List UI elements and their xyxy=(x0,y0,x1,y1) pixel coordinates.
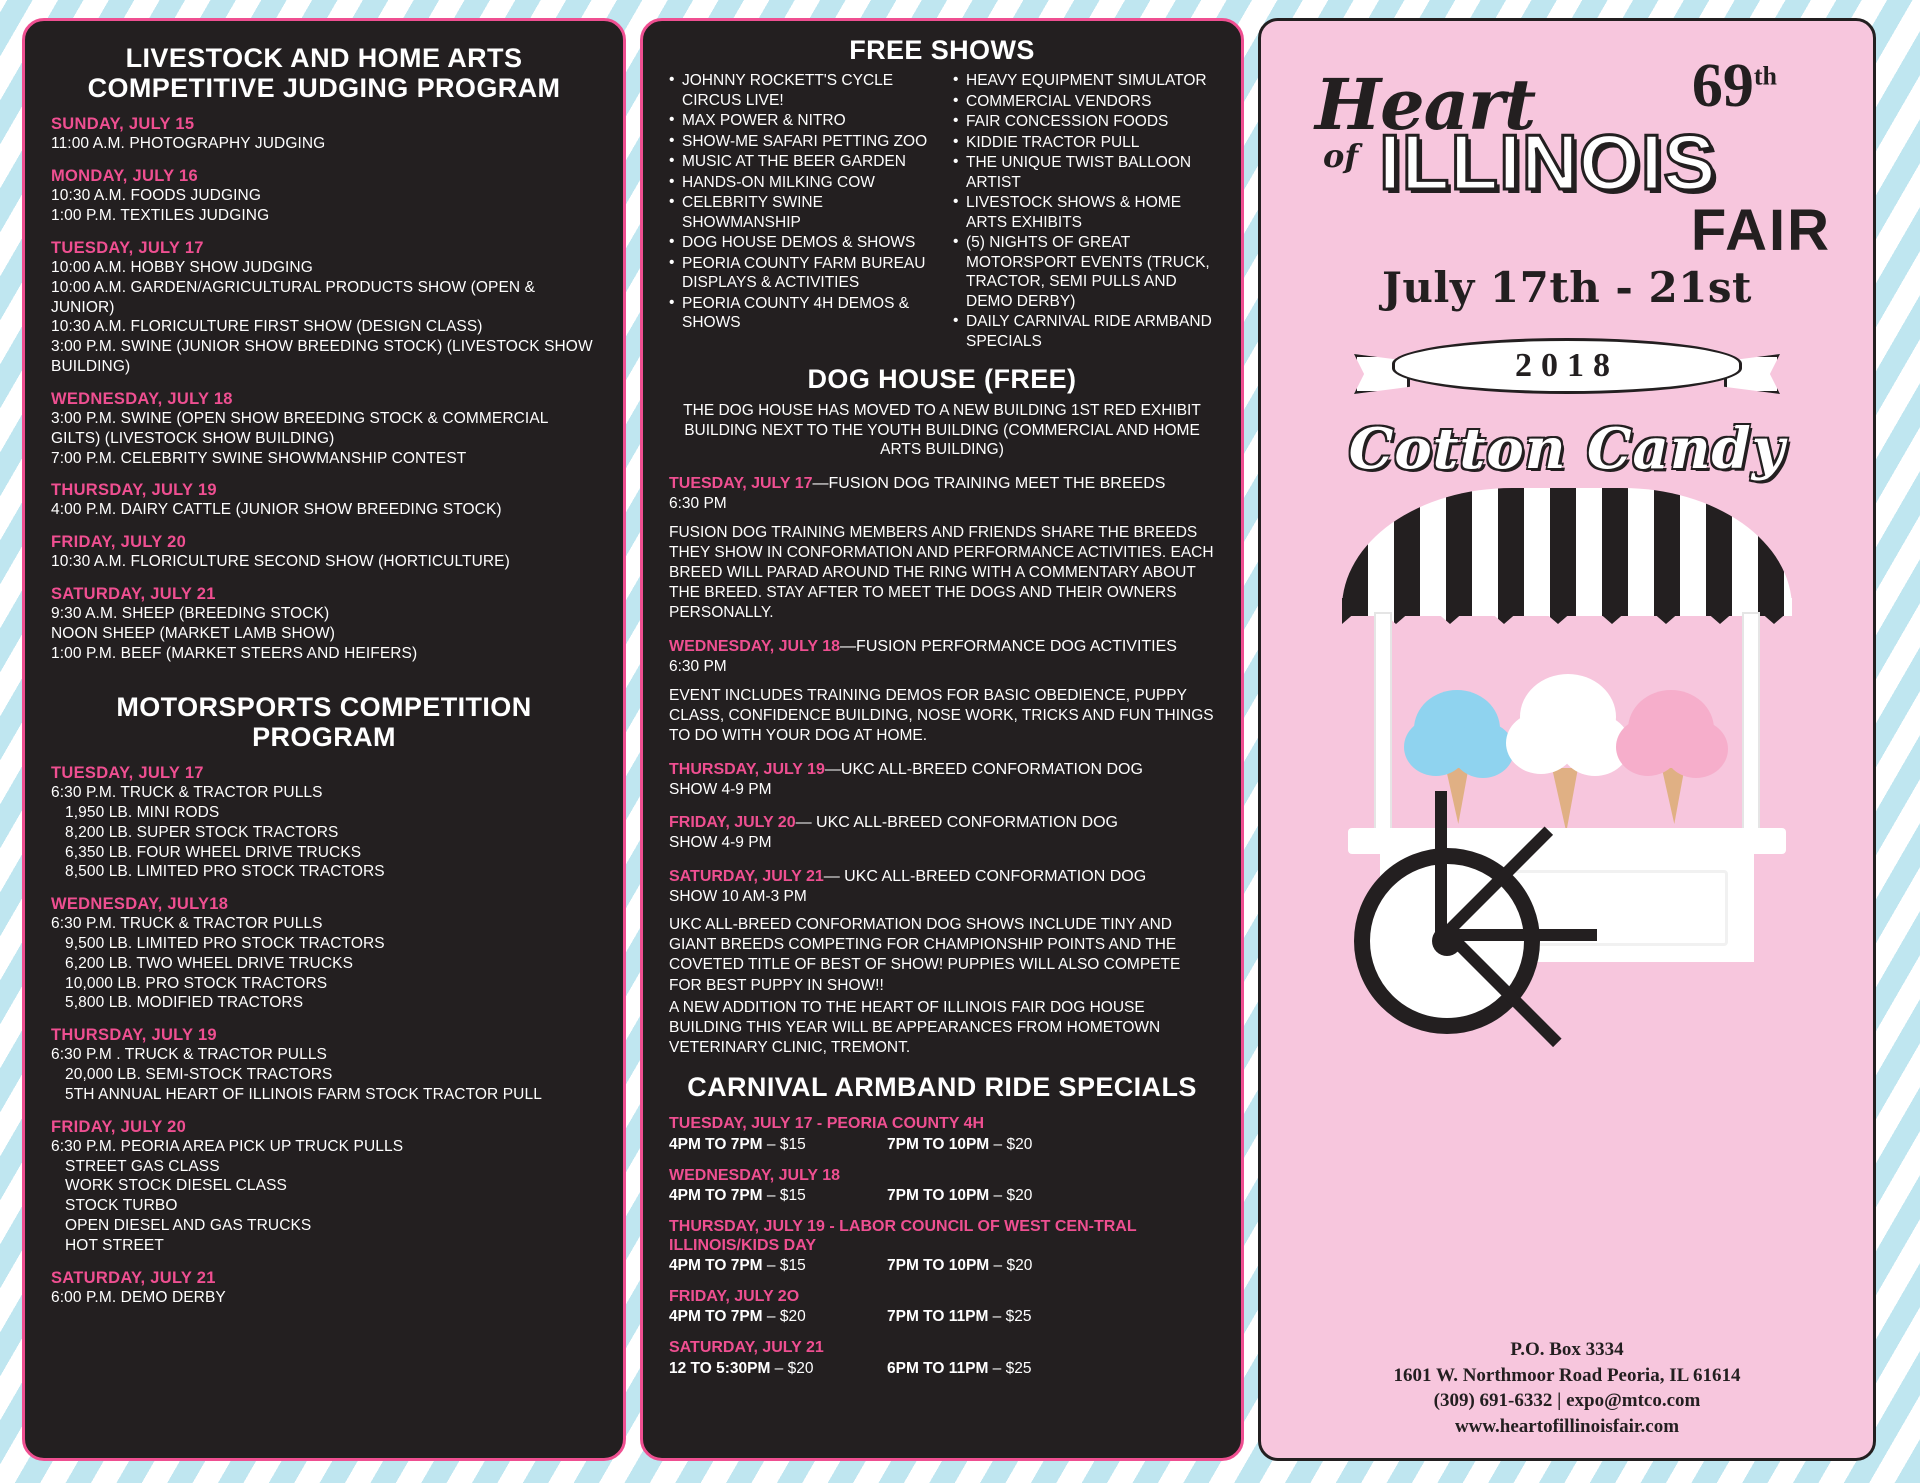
armband-day-heading: TUESDAY, JULY 17 - PEORIA COUNTY 4H xyxy=(669,1115,985,1133)
dog-event-heading: SATURDAY, JULY 21— UKC ALL-BREED CONFORMATION DOG xyxy=(669,867,1147,885)
dog-event-time: SHOW 10 AM-3 PM xyxy=(669,887,807,905)
free-show-item: • KIDDIE TRACTOR PULL xyxy=(953,133,1215,153)
motorsports-event: 10,000 LB. PRO STOCK TRACTORS xyxy=(65,974,328,992)
dog-event-title: —FUSION PERFORMANCE DOG ACTIVITIES xyxy=(840,638,1177,656)
logo-edition-number: 69th xyxy=(1691,52,1777,120)
free-show-item: • FAIR CONCESSION FOODS xyxy=(953,112,1215,132)
armband-slot-1: 4PM TO 7PM – $20 xyxy=(669,1308,806,1326)
free-show-item: • DOG HOUSE DEMOS & SHOWS xyxy=(669,233,931,253)
armband-title: CARNIVAL ARMBAND RIDE SPECIALS xyxy=(687,1072,1197,1103)
panel-free-shows-dog-armband xyxy=(640,18,1244,1461)
dog-event-title: —UKC ALL-BREED CONFORMATION DOG xyxy=(824,761,1143,779)
motorsports-day-heading: SATURDAY, JULY 21 xyxy=(51,1268,216,1287)
dog-event-description: EVENT INCLUDES TRAINING DEMOS FOR BASIC OBEDIENCE, PUPPY CLASS, CONFIDENCE BUILDING, NOSE WORK, TRICKS AND FUN THINGS TO DO WITH YOUR DOG AT HOME. xyxy=(669,686,1214,744)
free-show-item: • MAX POWER & NITRO xyxy=(669,111,931,131)
armband-slot-1: 4PM TO 7PM – $15 xyxy=(669,1135,806,1153)
livestock-day-heading: TUESDAY, JULY 17 xyxy=(51,238,204,257)
livestock-event: 9:30 A.M. SHEEP (BREEDING STOCK) xyxy=(51,605,330,623)
motorsports-event: 6:30 P.M. TRUCK & TRACTOR PULLS xyxy=(51,784,323,802)
armband-day-heading: SATURDAY, JULY 21 xyxy=(669,1339,824,1357)
livestock-event: 10:30 A.M. FOODS JUDGING xyxy=(51,187,261,205)
free-shows-lists xyxy=(669,71,1215,352)
free-show-item: • COMMERCIAL VENDORS xyxy=(953,92,1215,112)
livestock-event: NOON SHEEP (MARKET LAMB SHOW) xyxy=(51,624,335,642)
motorsports-event: 6:00 P.M. DEMO DERBY xyxy=(51,1288,226,1306)
logo-fair-word: FAIR xyxy=(1690,198,1831,263)
free-show-item: • CELEBRITY SWINE SHOWMANSHIP xyxy=(669,193,931,232)
dog-house-title: DOG HOUSE (FREE) xyxy=(807,364,1077,395)
armband-price-row xyxy=(669,1360,1215,1378)
cart-awning-icon xyxy=(1342,488,1792,616)
free-show-item: • PEORIA COUNTY FARM BUREAU DISPLAYS & ACTIVITIES xyxy=(669,254,931,293)
dog-event-title: —FUSION DOG TRAINING MEET THE BREEDS xyxy=(812,475,1166,493)
dog-house-closing-2: A NEW ADDITION TO THE HEART OF ILLINOIS FAIR DOG HOUSE BUILDING THIS YEAR WILL BE APPEARANCES FROM HOMETOWN VETERINARY CLINIC, TREMONT. xyxy=(669,998,1161,1057)
free-show-item: • (5) NIGHTS OF GREAT MOTORSPORT EVENTS (TRUCK, TRACTOR, SEMI PULLS AND DEMO DERBY) xyxy=(953,233,1215,311)
livestock-day-heading: FRIDAY, JULY 20 xyxy=(51,533,187,552)
armband-slot-2: 6PM TO 11PM – $25 xyxy=(887,1359,1032,1377)
free-show-item: • MUSIC AT THE BEER GARDEN xyxy=(669,152,931,172)
dog-house-closing-1: UKC ALL-BREED CONFORMATION DOG SHOWS INCLUDE TINY AND GIANT BREEDS COMPETING FOR CHAMPIONSHIP POINTS AND THE COVETED TITLE OF BEST OF SHOW! PUPPIES WILL ALSO COMPETE FOR BEST PUPPY IN SHOW!! xyxy=(669,916,1181,994)
armband-slot-2: 7PM TO 11PM – $25 xyxy=(887,1308,1032,1326)
dog-event-title: — UKC ALL-BREED CONFORMATION DOG xyxy=(823,867,1147,885)
contact-phone-email[interactable]: (309) 691-6332 | expo@mtco.com xyxy=(1433,1390,1701,1412)
motorsports-event: 6:30 P.M . TRUCK & TRACTOR PULLS xyxy=(51,1046,327,1064)
dog-event-heading: WEDNESDAY, JULY 18—FUSION PERFORMANCE DOG ACTIVITIES xyxy=(669,638,1177,656)
armband-price-row xyxy=(669,1308,1215,1326)
armband-slot-1: 12 TO 5:30PM – $20 xyxy=(669,1359,814,1377)
cotton-candy-cones-icon xyxy=(1402,656,1732,836)
year-banner xyxy=(1352,330,1782,404)
armband-slot-1: 4PM TO 7PM – $15 xyxy=(669,1186,806,1204)
livestock-event: 1:00 P.M. BEEF (MARKET STEERS AND HEIFERS) xyxy=(51,644,418,662)
motorsports-event: 6:30 P.M. PEORIA AREA PICK UP TRUCK PULLS xyxy=(51,1137,404,1155)
cotton-candy-cart-illustration xyxy=(1332,488,1802,968)
fair-dates: July 17th - 21st xyxy=(1382,263,1752,312)
free-shows-column-2 xyxy=(953,71,1215,352)
fair-year: 2018 xyxy=(1515,347,1619,384)
motorsports-event: 8,200 LB. SUPER STOCK TRACTORS xyxy=(65,823,339,841)
motorsports-program-title: MOTORSPORTS COMPETITION PROGRAM xyxy=(116,691,532,752)
cart-awning-scallop-icon xyxy=(1342,598,1792,624)
free-show-item: • JOHNNY ROCKETT'S CYCLE CIRCUS LIVE! xyxy=(669,71,931,110)
livestock-schedule xyxy=(51,115,597,663)
livestock-program-title: LIVESTOCK AND HOME ARTS COMPETITIVE JUDGING PROGRAM xyxy=(87,43,561,104)
motorsports-event: STOCK TURBO xyxy=(65,1197,178,1215)
armband-day-heading: FRIDAY, JULY 2O xyxy=(669,1288,800,1306)
motorsports-event: 20,000 LB. SEMI-STOCK TRACTORS xyxy=(65,1066,333,1084)
livestock-event: 3:00 P.M. SWINE (JUNIOR SHOW BREEDING STOCK) (LIVESTOCK SHOW BUILDING) xyxy=(51,338,593,376)
livestock-day-heading: THURSDAY, JULY 19 xyxy=(51,481,217,500)
address-po-box: P.O. Box 3334 xyxy=(1510,1338,1624,1360)
fair-logo xyxy=(1261,45,1873,263)
free-shows-title: FREE SHOWS xyxy=(849,35,1035,65)
cart-counter-icon xyxy=(1348,828,1786,854)
armband-slot-2: 7PM TO 10PM – $20 xyxy=(887,1135,1033,1153)
motorsports-event: 6,200 LB. TWO WHEEL DRIVE TRUCKS xyxy=(65,954,354,972)
livestock-event: 10:30 A.M. FLORICULTURE SECOND SHOW (HORTICULTURE) xyxy=(51,553,510,571)
motorsports-event: 6,350 LB. FOUR WHEEL DRIVE TRUCKS xyxy=(65,843,362,861)
free-show-item: • SHOW-ME SAFARI PETTING ZOO xyxy=(669,132,931,152)
motorsports-event: 5,800 LB. MODIFIED TRACTORS xyxy=(65,994,304,1012)
motorsports-event: 6:30 P.M. TRUCK & TRACTOR PULLS xyxy=(51,915,323,933)
dog-event-time: 6:30 PM xyxy=(669,495,727,513)
dog-event-time: SHOW 4-9 PM xyxy=(669,781,772,799)
logo-illinois-word: ILLINOIS xyxy=(1379,118,1717,206)
armband-price-row xyxy=(669,1136,1215,1154)
cart-post-right-icon xyxy=(1742,612,1760,842)
cotton-candy-title: Cotton Candy xyxy=(1348,416,1786,482)
motorsports-event: OPEN DIESEL AND GAS TRUCKS xyxy=(65,1217,312,1235)
motorsports-event: 9,500 LB. LIMITED PRO STOCK TRACTORS xyxy=(65,934,385,952)
livestock-day-heading: SUNDAY, JULY 15 xyxy=(51,115,195,134)
armband-slot-2: 7PM TO 10PM – $20 xyxy=(887,1186,1033,1204)
free-show-item: • HEAVY EQUIPMENT SIMULATOR xyxy=(953,71,1215,91)
motorsports-event: HOT STREET xyxy=(65,1236,164,1254)
panel-livestock-motorsports xyxy=(22,18,626,1461)
free-show-item: • PEORIA COUNTY 4H DEMOS & SHOWS xyxy=(669,294,931,333)
motorsports-event: WORK STOCK DIESEL CLASS xyxy=(65,1177,287,1195)
motorsports-schedule xyxy=(51,764,597,1308)
panel-cover xyxy=(1258,18,1876,1461)
armband-table xyxy=(669,1114,1215,1377)
livestock-event: 3:00 P.M. SWINE (OPEN SHOW BREEDING STOCK & COMMERCIAL GILTS) (LIVESTOCK SHOW BUILDING) xyxy=(51,409,548,447)
dog-event-heading: FRIDAY, JULY 20— UKC ALL-BREED CONFORMATION DOG xyxy=(669,814,1118,832)
livestock-event: 11:00 A.M. PHOTOGRAPHY JUDGING xyxy=(51,135,326,153)
motorsports-day-heading: WEDNESDAY, JULY18 xyxy=(51,895,229,914)
free-show-item: • LIVESTOCK SHOWS & HOME ARTS EXHIBITS xyxy=(953,193,1215,232)
free-show-item: • THE UNIQUE TWIST BALLOON ARTIST xyxy=(953,153,1215,192)
logo-heart-word: Heart xyxy=(1315,63,1536,146)
livestock-event: 10:00 A.M. GARDEN/AGRICULTURAL PRODUCTS SHOW (OPEN & JUNIOR) xyxy=(51,278,536,316)
armband-slot-1: 4PM TO 7PM – $15 xyxy=(669,1257,806,1275)
armband-price-row xyxy=(669,1187,1215,1205)
motorsports-event: 1,950 LB. MINI RODS xyxy=(65,803,220,821)
free-shows-column-1 xyxy=(669,71,931,352)
dog-house-events xyxy=(669,474,1215,906)
dog-event-title: — UKC ALL-BREED CONFORMATION DOG xyxy=(795,814,1118,832)
livestock-event: 1:00 P.M. TEXTILES JUDGING xyxy=(51,207,270,225)
dog-event-time: SHOW 4-9 PM xyxy=(669,834,772,852)
contact-website[interactable]: www.heartofillinoisfair.com xyxy=(1454,1416,1680,1438)
livestock-event: 10:30 A.M. FLORICULTURE FIRST SHOW (DESIGN CLASS) xyxy=(51,318,483,336)
livestock-event: 10:00 A.M. HOBBY SHOW JUDGING xyxy=(51,258,313,276)
dog-house-location-note: THE DOG HOUSE HAS MOVED TO A NEW BUILDING 1ST RED EXHIBIT BUILDING NEXT TO THE YOUTH BUILDING (COMMERCIAL AND HOME ARTS BUILDING) xyxy=(683,401,1201,459)
cart-post-left-icon xyxy=(1374,612,1392,842)
motorsports-event: STREET GAS CLASS xyxy=(65,1157,220,1175)
free-show-item: • DAILY CARNIVAL RIDE ARMBAND SPECIALS xyxy=(953,312,1215,351)
cart-wheel-icon xyxy=(1354,848,1540,1034)
motorsports-day-heading: FRIDAY, JULY 20 xyxy=(51,1117,187,1136)
armband-slot-2: 7PM TO 10PM – $20 xyxy=(887,1257,1033,1275)
livestock-day-heading: WEDNESDAY, JULY 18 xyxy=(51,389,233,408)
dog-event-description: FUSION DOG TRAINING MEMBERS AND FRIENDS SHARE THE BREEDS THEY SHOW IN CONFORMATION AND PERFORMANCE ACTIVITIES. EACH BREED WILL PARAD AROUND THE RING WITH A COMMENTARY ABOUT THE BREED. STAY AFTER TO MEET THE DOGS AND THEIR OWNERS PERSONALLY. xyxy=(669,523,1214,622)
contact-info xyxy=(1261,1337,1873,1440)
logo-of-word: of xyxy=(1323,137,1359,175)
livestock-day-heading: SATURDAY, JULY 21 xyxy=(51,585,216,604)
livestock-day-heading: MONDAY, JULY 16 xyxy=(51,167,198,186)
address-street: 1601 W. Northmoor Road Peoria, IL 61614 xyxy=(1393,1364,1741,1386)
livestock-event: 4:00 P.M. DAIRY CATTLE (JUNIOR SHOW BREEDING STOCK) xyxy=(51,501,502,519)
livestock-event: 7:00 P.M. CELEBRITY SWINE SHOWMANSHIP CONTEST xyxy=(51,449,467,467)
armband-price-row xyxy=(669,1257,1215,1275)
motorsports-event: 8,500 LB. LIMITED PRO STOCK TRACTORS xyxy=(65,863,385,881)
dog-event-heading: THURSDAY, JULY 19—UKC ALL-BREED CONFORMATION DOG xyxy=(669,761,1143,779)
free-show-item: • HANDS-ON MILKING COW xyxy=(669,173,931,193)
armband-day-heading: WEDNESDAY, JULY 18 xyxy=(669,1166,841,1184)
dog-event-time: 6:30 PM xyxy=(669,658,727,676)
dog-event-heading: TUESDAY, JULY 17—FUSION DOG TRAINING MEET THE BREEDS xyxy=(669,475,1166,493)
motorsports-day-heading: THURSDAY, JULY 19 xyxy=(51,1026,217,1045)
armband-day-heading: THURSDAY, JULY 19 - LABOR COUNCIL OF WEST CEN-TRAL ILLINOIS/KIDS DAY xyxy=(669,1217,1137,1254)
motorsports-day-heading: TUESDAY, JULY 17 xyxy=(51,764,204,783)
motorsports-event: 5TH ANNUAL HEART OF ILLINOIS FARM STOCK TRACTOR PULL xyxy=(65,1085,542,1103)
